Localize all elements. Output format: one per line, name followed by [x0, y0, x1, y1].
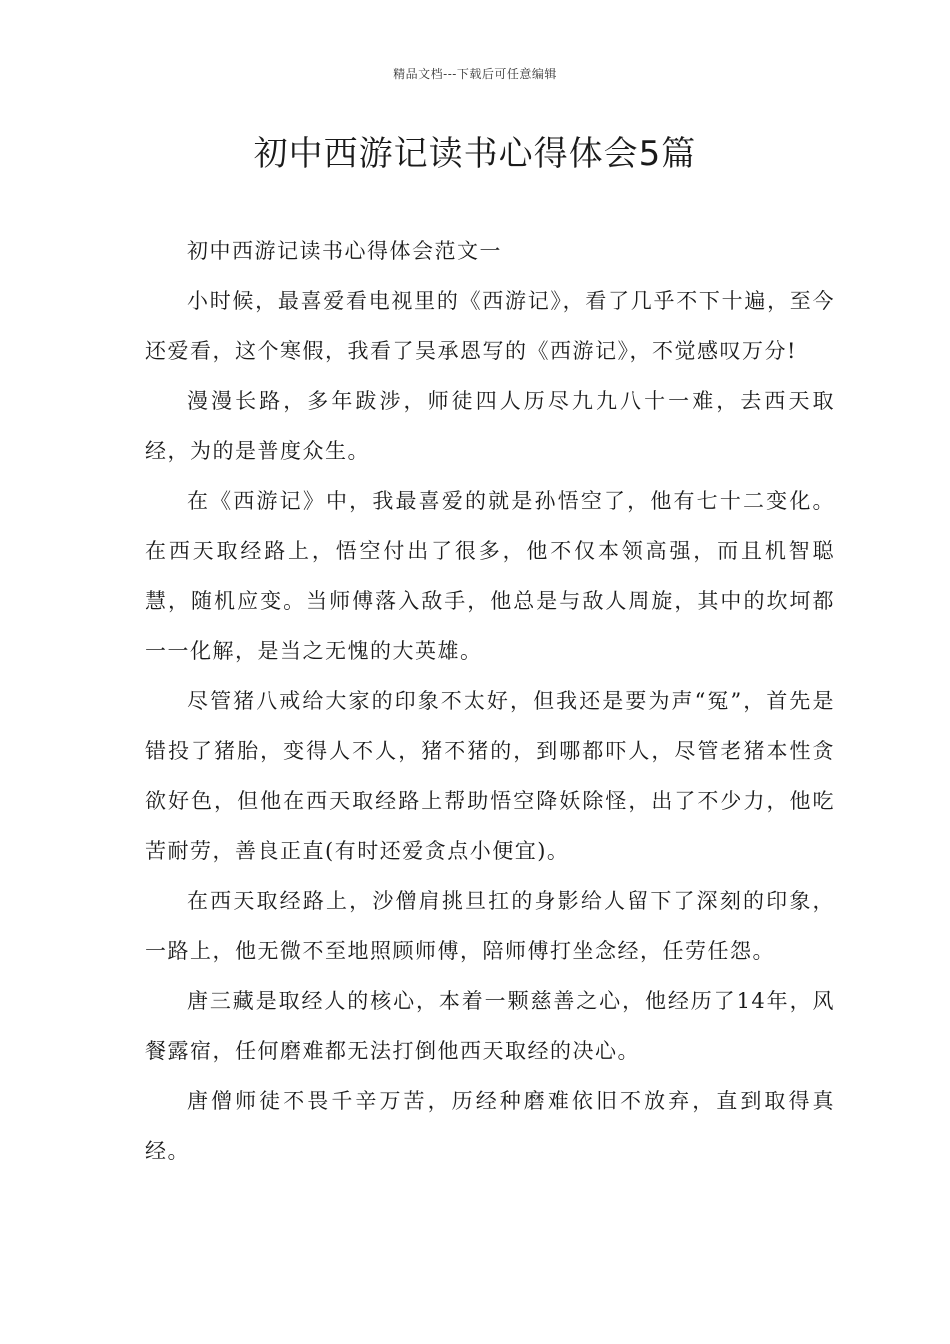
paragraph: 在西天取经路上，沙僧肩挑旦扛的身影给人留下了深刻的印象，一路上，他无微不至地照顾师傅，陪师傅打坐念经，任劳任怨。 [145, 889, 835, 963]
document-body [145, 226, 835, 1176]
paragraph: 漫漫长路，多年跋涉，师徒四人历尽九九八十一难，去西天取经，为的是普度众生。 [145, 389, 835, 463]
paragraph: 尽管猪八戒给大家的印象不太好，但我还是要为声“冤”，首先是错投了猪胎，变得人不人，猪不猪的，到哪都吓人，尽管老猪本性贪欲好色，但他在西天取经路上帮助悟空降妖除怪，出了不少力，他吃苦耐劳，善良正直(有时还爱贪点小便宜)。 [145, 689, 835, 863]
paragraph: 小时候，最喜爱看电视里的《西游记》，看了几乎不下十遍，至今还爱看，这个寒假，我看了吴承恩写的《西游记》，不觉感叹万分! [145, 289, 835, 363]
paragraph-subtitle: 初中西游记读书心得体会范文一 [187, 239, 502, 263]
paragraph: 唐僧师徒不畏千辛万苦，历经种磨难依旧不放弃，直到取得真经。 [145, 1089, 835, 1163]
document-title: 初中西游记读书心得体会5篇 [253, 134, 697, 174]
paragraph: 唐三藏是取经人的核心，本着一颗慈善之心，他经历了14年，风餐露宿，任何磨难都无法打倒他西天取经的决心。 [145, 989, 835, 1063]
header-note: 精品文档---下载后可任意编辑 [393, 67, 557, 81]
paragraph: 在《西游记》中，我最喜爱的就是孙悟空了，他有七十二变化。在西天取经路上，悟空付出了很多，他不仅本领高强，而且机智聪慧，随机应变。当师傅落入敌手，他总是与敌人周旋，其中的坎坷都一一化解，是当之无愧的大英雄。 [145, 489, 835, 663]
